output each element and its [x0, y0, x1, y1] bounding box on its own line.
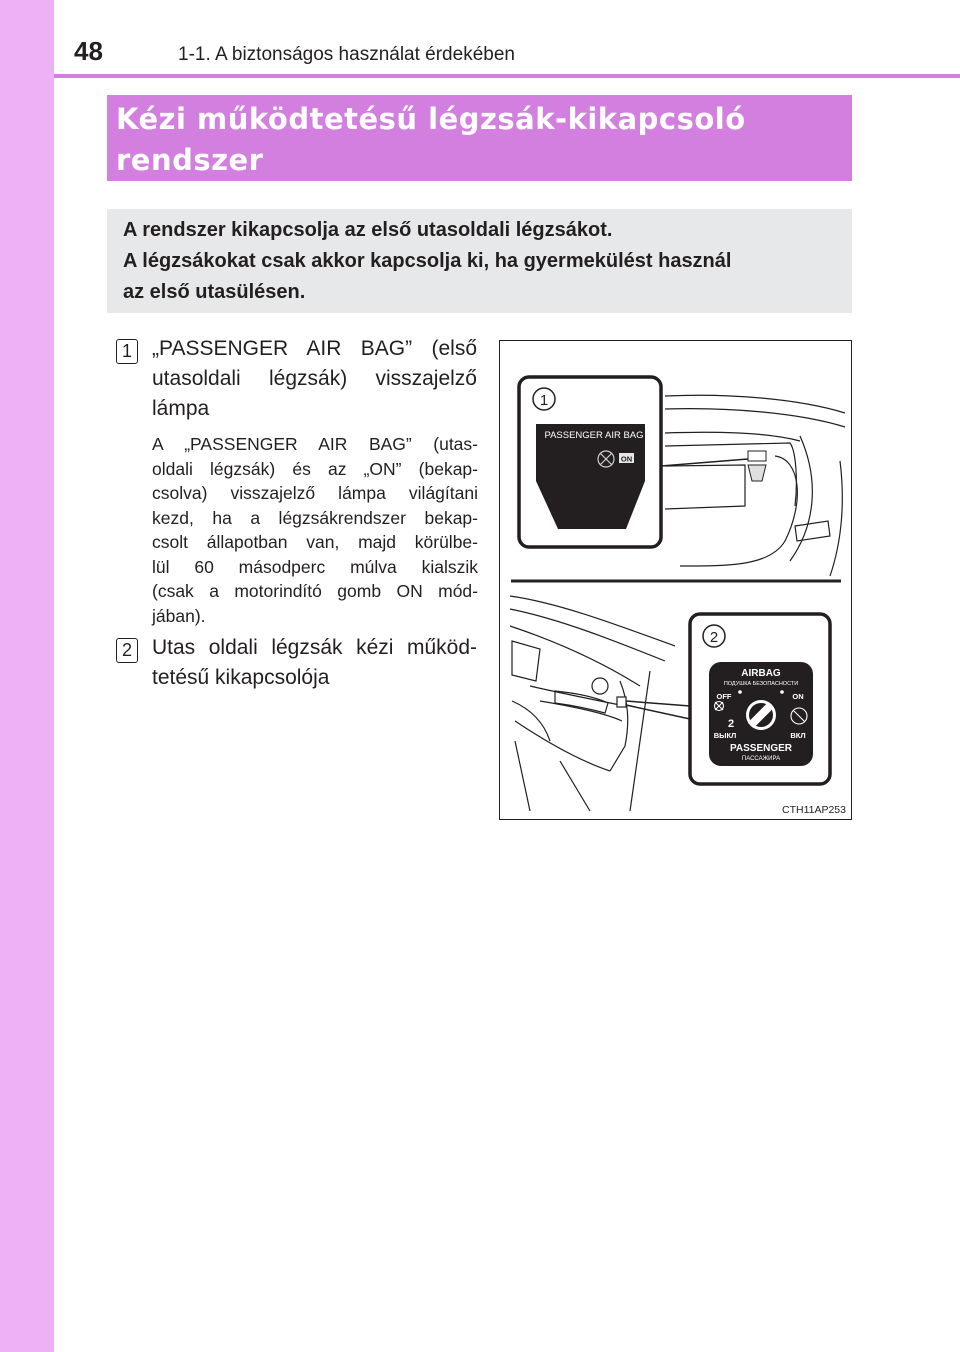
summary-line3: az első utasülésen.: [123, 281, 306, 303]
item-2-heading: [152, 633, 477, 693]
switch-child-seat-number: 2: [727, 718, 735, 730]
switch-airbag-label: AIRBAG: [741, 668, 781, 679]
switch-passenger-label: PASSENGER: [729, 743, 793, 754]
dashboard-top-lineart: [665, 395, 845, 576]
item-1-text-line2: oldali légzsák) és az „ON” (bekap-: [152, 458, 478, 479]
switch-off-dot: [738, 690, 742, 694]
section-title-band: [107, 95, 852, 181]
summary-box: [107, 209, 852, 313]
item-1-text-line7: (csak a motorindító gomb ON mód-: [152, 581, 478, 601]
page-number: 48: [74, 36, 103, 66]
dash-switch-location: [617, 697, 626, 707]
summary-line1: A rendszer kikapcsolja az első utasoldali légzsákot.: [123, 219, 613, 241]
switch-airbag-ru-label: ПОДУШКА БЕЗОПАСНОСТИ: [723, 681, 799, 687]
switch-off-ru-label: ВЫКЛ: [713, 731, 737, 740]
item-1-heading: [152, 334, 477, 424]
airbag-illustration: [500, 341, 852, 820]
dash-button-small: [748, 451, 766, 481]
callout-1-number: 1: [539, 392, 549, 409]
section-title: [116, 99, 842, 181]
header-rule: [54, 74, 960, 78]
callout-2-leader-b: [626, 705, 690, 719]
item-1-text-line3: csolva) visszajelző lámpa világítani: [152, 483, 478, 503]
item-1-text-line1: A „PASSENGER AIR BAG” (utas-: [152, 434, 478, 454]
switch-on-dot: [780, 690, 784, 694]
switch-off-label: OFF: [716, 692, 732, 701]
side-color-strip: [0, 0, 54, 1352]
item-1-text-line5: csolt állapotban van, majd körülbe-: [152, 532, 478, 552]
switch-on-ru-label: ВКЛ: [790, 731, 806, 740]
item-1-heading-line2: utasoldali légzsák) visszajelző: [152, 367, 477, 390]
item-1-heading-line1: „PASSENGER AIR BAG” (első: [152, 337, 477, 360]
item-1-text: [152, 432, 478, 628]
item-2-heading-line1: Utas oldali légzsák kézi működ-: [152, 636, 477, 659]
switch-passenger-ru-label: ПАССАЖИРА: [741, 756, 781, 762]
item-2-badge: 2: [116, 638, 138, 663]
indicator-label: PASSENGER AIR BAG: [544, 430, 644, 441]
figure-code: CTH11AP253: [781, 804, 846, 816]
switch-key-knob: [746, 700, 776, 730]
item-1-text-line4: kezd, ha a légzsákrendszer bekap-: [152, 507, 478, 528]
airbag-figure: [499, 340, 852, 820]
section-title-line2: rendszer: [116, 143, 264, 177]
summary-line2: A légzsákokat csak akkor kapcsolja ki, ha gyermekülést használ: [123, 250, 732, 272]
item-1-text-line8: jában).: [152, 605, 206, 626]
item-1-text-line6: lül 60 másodperc múlva kialszik: [152, 556, 478, 577]
callout-2-leader-a: [626, 701, 690, 706]
switch-on-label: ON: [792, 692, 804, 701]
callout-2-number: 2: [709, 629, 719, 646]
item-2-heading-line2: tetésű kikapcsolója: [152, 666, 330, 689]
item-1-heading-line3: lámpa: [152, 397, 210, 420]
chapter-title: 1-1. A biztonságos használat érdekében: [178, 44, 515, 65]
item-1-badge: 1: [116, 339, 138, 364]
indicator-on-text: ON: [620, 454, 633, 464]
section-title-line1: Kézi működtetésű légzsák-kikapcsoló: [116, 102, 746, 136]
